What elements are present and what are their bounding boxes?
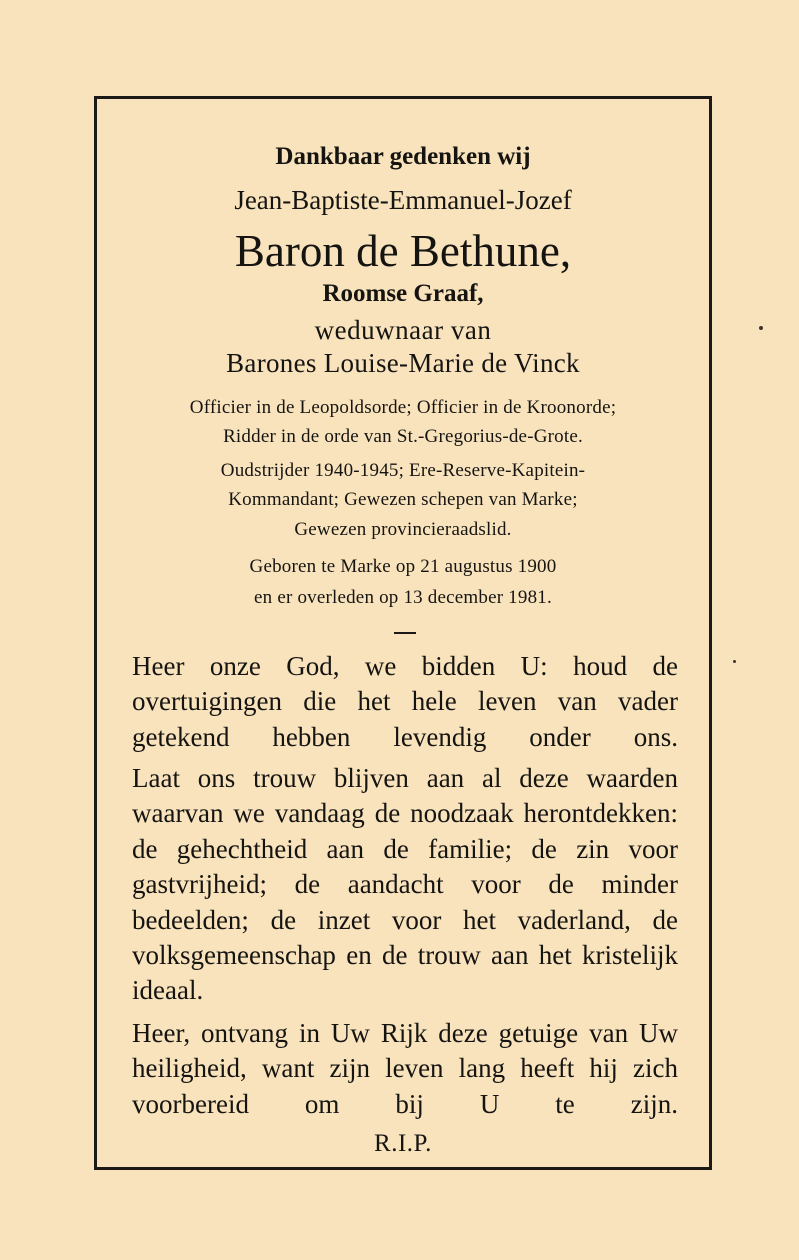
- separator-dash: [394, 632, 416, 634]
- given-names: Jean-Baptiste-Emmanuel-Jozef: [234, 185, 572, 215]
- paper-speck: [759, 326, 763, 330]
- honours-line: Ridder in de orde van St.-Gregorius-de-Grote.: [223, 426, 583, 447]
- noble-title: Roomse Graaf,: [322, 280, 484, 307]
- spouse-name: Barones Louise-Marie de Vinck: [226, 348, 580, 378]
- career-line: Kommandant; Gewezen schepen van Marke;: [228, 489, 578, 510]
- prayer-paragraph: Laat ons trouw blijven aan al deze waarden waarvan we vandaag de noodzaak herontdekken: de gehechtheid aan de familie; de zin voor gastvrijheid; de aandacht voor de minder bedeelden; de inzet voor het vaderland, de volksgemeenschap en de trouw aan het kristelijk ideaal.: [132, 763, 678, 1006]
- header-title: Dankbaar gedenken wij: [275, 143, 531, 170]
- widower-label: weduwnaar van: [314, 315, 492, 345]
- prayer-paragraph: Heer, ontvang in Uw Rijk deze getuige van Uw heiligheid, want zijn leven lang heeft hij zich voorbereid om bij U te zijn.: [132, 1018, 678, 1119]
- career-line: Oudstrijder 1940-1945; Ere-Reserve-Kapitein-: [220, 460, 586, 481]
- closing-rip: R.I.P.: [374, 1130, 432, 1157]
- paper-speck: [733, 660, 736, 663]
- death-line: en er overleden op 13 december 1981.: [254, 587, 552, 608]
- memorial-card: [94, 96, 712, 1170]
- honours-line: Officier in de Leopoldsorde; Officier in de Kroonorde;: [189, 397, 617, 418]
- prayer-paragraph: Heer onze God, we bidden U: houd de overtuigingen die het hele leven van vader getekend hebben levendig onder ons.: [132, 651, 678, 752]
- birth-line: Geboren te Marke op 21 augustus 1900: [249, 556, 557, 577]
- career-line: Gewezen provincieraadslid.: [294, 519, 512, 540]
- deceased-name: Baron de Bethune,: [234, 226, 572, 276]
